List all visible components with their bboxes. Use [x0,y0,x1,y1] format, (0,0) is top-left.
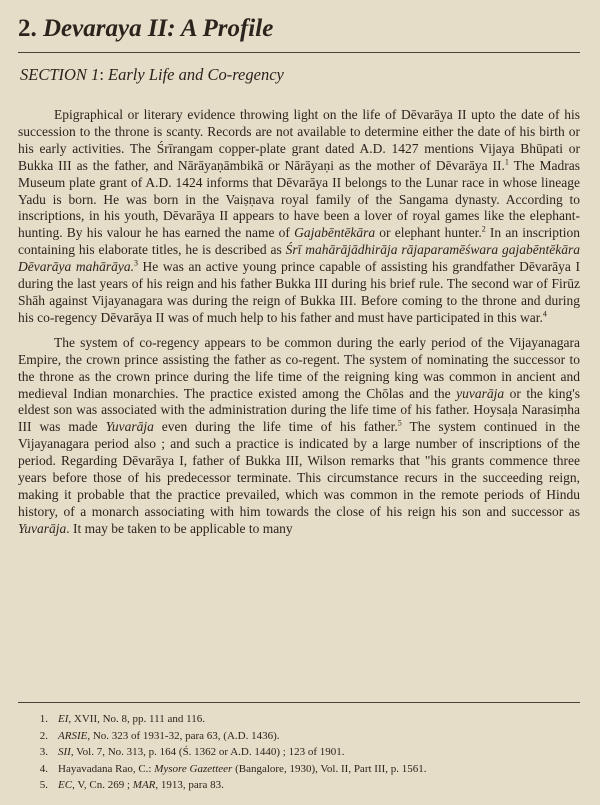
para2-text-b: or the king's eldest son was associated with the administration during the life time of his father. Hoysaḷa Narasiṃha III was made [18,385,580,435]
footnote-3 [18,744,580,761]
para1-term-gajabentekara: Gajabēntēkāra [294,225,376,241]
section-label: SECTION 1 [20,65,100,84]
footnote-ref-3: 3 [133,258,138,268]
chapter-number: 2. [18,15,37,42]
section-heading: SECTION 1: Early Life and Co-regency [20,65,284,84]
footnote-number: 1. [39,713,48,725]
para1-text-a: Epigraphical or literary evidence throwing light on the life of Dēvarāya II upto the date of his succession to the throne is scanty. Records are not available to determine either the date of his birth or his early activities. The Śrīrangam copper-plate grant dated A.D. 1427 mentions Vijaya Bhūpati or Bukka III as the father, and Nārāyaṇāmbikā or Nārāyaṇi as the mother of Dēvarāya II. [18,107,580,173]
footnote-number: 2. [39,729,48,742]
section-title: Early Life and Co-regency [108,65,284,84]
para2-text-c: even during the life time of his father. [153,419,398,435]
para2-term-yuvaraja: yuvarāja [456,385,505,401]
footnote-text: EI, XVII, No. 8, pp. 111 and 116. [58,713,205,725]
para2-text-e: . It may be taken to be applicable to many [66,520,293,536]
chapter-title [18,14,580,44]
para1-text-c: or elephant hunter. [375,225,482,241]
footnote-text: Hayavadana Rao, C.: Mysore Gazetteer (Bangalore, 1930), Vol. II, Part III, p. 1561. [58,762,427,775]
footnote-ref-2: 2 [481,224,486,234]
footnote-text: EC, V, Cn. 269 ; MAR, 1913, para 83. [58,779,224,791]
footnote-number: 3. [39,746,48,758]
footnote-4 [18,761,580,778]
footnote-number: 4. [39,762,48,775]
para2-text-a: The system of co-regency appears to be common during the early period of the Vijayanagara Empire, the crown prince assisting the father as co-regent. The system of nominating the successor to the throne as the crown prince during the life time of the reigning king was common in ancient and medieval Indian monarchies. The practice existed among the Chōlas and the [18,334,580,401]
footnote-ref-1: 1 [504,157,509,167]
footnote-2 [18,728,580,745]
para1-titles: Śrī mahārājādhirāja rājaparamēśwara gajabēntēkāra Dēvarāya mahārāya. [18,242,580,275]
paragraph-2 [18,335,580,538]
para2-term-yuvaraja-3: Yuvarāja [18,520,67,536]
para1-text-b: The Madras Museum plate grant of A.D. 1424 informs that Dēvarāya II belongs to the Lunar race in whose lineage Yadu is born. He was born in the Vaiṣṇava royal family of the Sangama dynasty. According to inscriptions, in his youth, Dēvarāya II appears to have been a lover of royal games like the elephant-hunting. By his valour he has earned the name of [18,157,580,241]
footnote-number: 5. [39,779,48,791]
footnote-ref-4: 4 [542,309,547,319]
para1-text-e: He was an active young prince capable of assisting his grandfather Dēvarāya I during the last years of his reign and his father Bukka III during his brief rule. The second war of Firūz Shāh against Vijayanagara was during the reign of Bukka III. Before coming to the throne and during his co-regency Dēvarāya II was of much help to his father and must have participated in this war. [18,259,580,325]
paragraph-1 [18,107,580,327]
footnotes [18,702,580,794]
para2-text-d: The system continued in the Vijayanagara period also ; and such a practice is indicated by a large number of inscriptions of the period. Regarding Dēvarāya I, father of Bukka III, Wilson remarks that "his grants commence three years before those of his predecessor terminate. This circumstance recurs in the succeeding reign, making it probable that the practice prevailed, which was common in the remote periods of Hindu history, of a monarch associating with him towards the close of his reign his son and successor as [18,419,580,519]
footnote-text: SII, Vol. 7, No. 313, p. 164 (Ś. 1362 or A.D. 1440) ; 123 of 1901. [58,746,345,758]
chapter-name: Devaraya II: A Profile [43,15,274,42]
footnote-5 [18,777,580,794]
footnote-text: ARSIE, No. 323 of 1931-32, para 63, (A.D. 1436). [58,729,280,742]
footnote-ref-5: 5 [397,418,402,428]
para1-text-d: In an inscription containing his elaborate titles, he is described as [18,225,581,258]
footnote-1 [18,711,580,728]
title-rule [18,52,580,53]
para2-term-yuvaraja-2: Yuvarāja [105,419,154,435]
